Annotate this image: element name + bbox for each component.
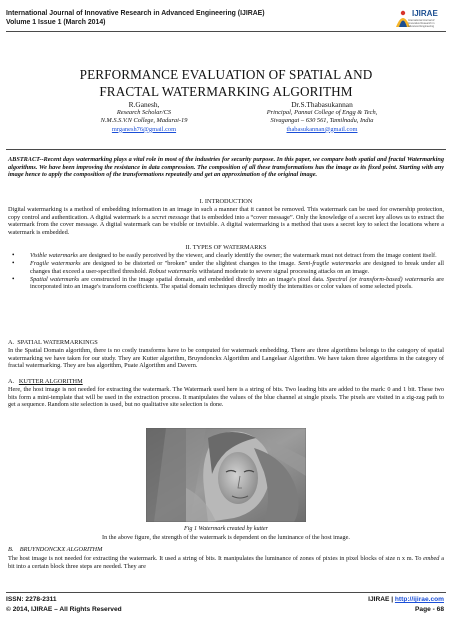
list-item-text: are designed to be distorted or "broken" under the slightest changes to the image. [80,260,299,268]
author-1-role: Research Scholar/CS [116,109,172,117]
introduction-text [8,206,444,236]
watermark-types-list [30,252,444,291]
bruyn-text-part: a bit into a certain block three steps are needed. They are [8,555,444,570]
author-1-email[interactable]: mrganesh76@gmail.com [111,125,177,133]
list-item-text: are constructed in the image spatial domain, and embedded directly into an image's pixel data. [79,275,327,283]
list-item [30,276,444,291]
footer-site-link[interactable]: http://ijirae.com [394,596,444,603]
author-1 [82,101,206,134]
bruyndonckx-text [8,555,444,570]
abstract-top-rule [6,149,446,150]
subsection-title: BRUYNDONCKX ALGORITHM [19,546,103,553]
footer-issn: ISSN: 2278-2311 [6,596,57,603]
author-2-name: Dr.S.Thabasukannan [291,100,353,109]
subsection-label: B. [8,546,14,553]
header-rule [6,31,446,32]
footer-site-label: IJIRAE | [368,596,395,603]
section-types-title: II. TYPES OF WATERMARKS [185,244,267,251]
figure-description: In the above figure, the strength of the watermark is dependent on the luminance of the host image. [101,534,350,541]
logo-tagline: International Journal of Innovative Research in Advanced Engineering [408,19,435,28]
list-item [30,260,444,275]
journal-volume: Volume 1 Issue 1 (March 2014) [6,19,106,26]
intro-text-part: that is embedded into a “cover message”. Only the knowledge of a secret key allows us to extract the watermark from the cover message. A digital watermark can be visible or invisible. A digital watermarking is a method that uses a secret key to select the locations where a watermark is embedded. [8,213,444,236]
author-1-name: R.Ganesh, [128,100,160,109]
intro-secret-message: secret message [151,213,190,221]
bruyn-text-part: The host image is not needed for extracting the watermark. It used a string of bits. It manipulates the luminance of zones of pixies in pixel blocks of size n x m. To [8,555,424,562]
section-introduction-title: I. INTRODUCTION [199,198,253,205]
author-1-affiliation: N.M.S.S.V.N College, Madurai-19 [100,117,188,125]
subsection-kutter-title [8,378,83,385]
term-spectral: Spectral (or transform-based) watermarks [326,275,435,283]
bruyn-embed-word: embed [423,555,440,562]
author-2-email[interactable]: thabasukannan@gmail.com [286,125,358,133]
term-visible: Visible watermarks [30,252,78,259]
list-item-text: are incorporated into an image's transform coefficients. The spatial domain techniques directly modify the intensities or color values of some selected pixels. [30,275,444,291]
subsection-label: A. [8,378,15,385]
author-2-affiliation: Sivagangai – 630 561, Tamilnadu, India [270,117,374,125]
list-item [30,252,444,260]
footer-rule [6,592,446,593]
list-item-text: are designed to be easily perceived by the viewer, and clearly identify the owner; the watermark must not detract from the image content itself. [77,252,437,259]
list-item-text: withstand moderate to severe signal processing attacks on an image. [197,267,370,275]
figure-watermarked-image [146,428,306,522]
subsection-title: KUTTER ALGORITHM [18,378,83,385]
subsection-label: A. [8,339,15,346]
term-spatial: Spatial watermarks [30,275,80,283]
logo-name: IJIRAE [412,9,438,18]
list-item-text: are designed to break under all changes that exceed a user-specified threshold. [30,260,444,275]
term-semi-fragile: Semi-fragile watermarks [298,260,361,268]
paper-title-line-1: PERFORMANCE EVALUATION OF SPATIAL AND [79,67,373,82]
footer-copyright: © 2014, IJIRAE – All Rights Reserved [6,606,122,613]
term-fragile: Fragile watermarks [30,260,81,268]
subsection-spatial-title [8,339,98,346]
term-robust: Robust watermarks [148,267,198,275]
subsection-bruyndonckx-title [8,546,102,553]
figure-caption: Fig 1 Watermark created by kutter [184,526,268,532]
author-2 [238,101,406,134]
author-2-role: Principal, Pannai College of Engg & Tech, [266,109,378,117]
kutter-text: Here, the host image is not needed for extracting the watermark. The Watermark used here is a string of bits. Two leading bits are added to the mark: 0 and 1 bit. These two bits form a mini-template that will be used in the extraction process. It manipulates the values of the blue channel at single pixels. The pixels are visited in a zig-zag path to get a sequence. Random site selection is used, but no qualitative site selection is done. [8,386,444,409]
footer-page-number: Page - 68 [415,606,444,613]
spatial-text: In the Spatial Domain algorithm, there is no costly transforms have to be computed for watermark embedding. There are three algorithms belongs to the category of spatial watermarking we have taken for our study. They are Kutter algorithm, Bruyndonckx Algorithm and Langelaar Algorithm. We have taken three algorithms in the category of fractal watermarking. They are bas algorithm, Puate Algorithm and Davern. [8,347,444,370]
intro-text-part: Digital watermarking is a method of embedding information in an image in such a manner that it cannot be removed. This watermark can be used for ownership protection, copy control and authentication. A digital watermark is a [8,206,444,221]
paper-title-line-2: FRACTAL WATERMARKING ALGORITHM [99,84,353,99]
subsection-title: SPATIAL WATERMARKINGS [17,339,98,346]
abstract: ABSTRACT--Recent days watermarking plays a vital role in most of the industries for security purpose. In this paper, we compare both spatial and fractal Watermarking algorithms. We have been improving the resistance in data compression. The composition of all these transformations has the image as its fixed point. Starting with any image hence to apply the composition of the transformations repeatedly and get an approximation of the original image. [8,156,444,179]
footer-site [368,596,444,603]
journal-logo [394,6,440,30]
journal-name: International Journal of Innovative Research in Advanced Engineering (IJIRAE) [6,10,265,17]
